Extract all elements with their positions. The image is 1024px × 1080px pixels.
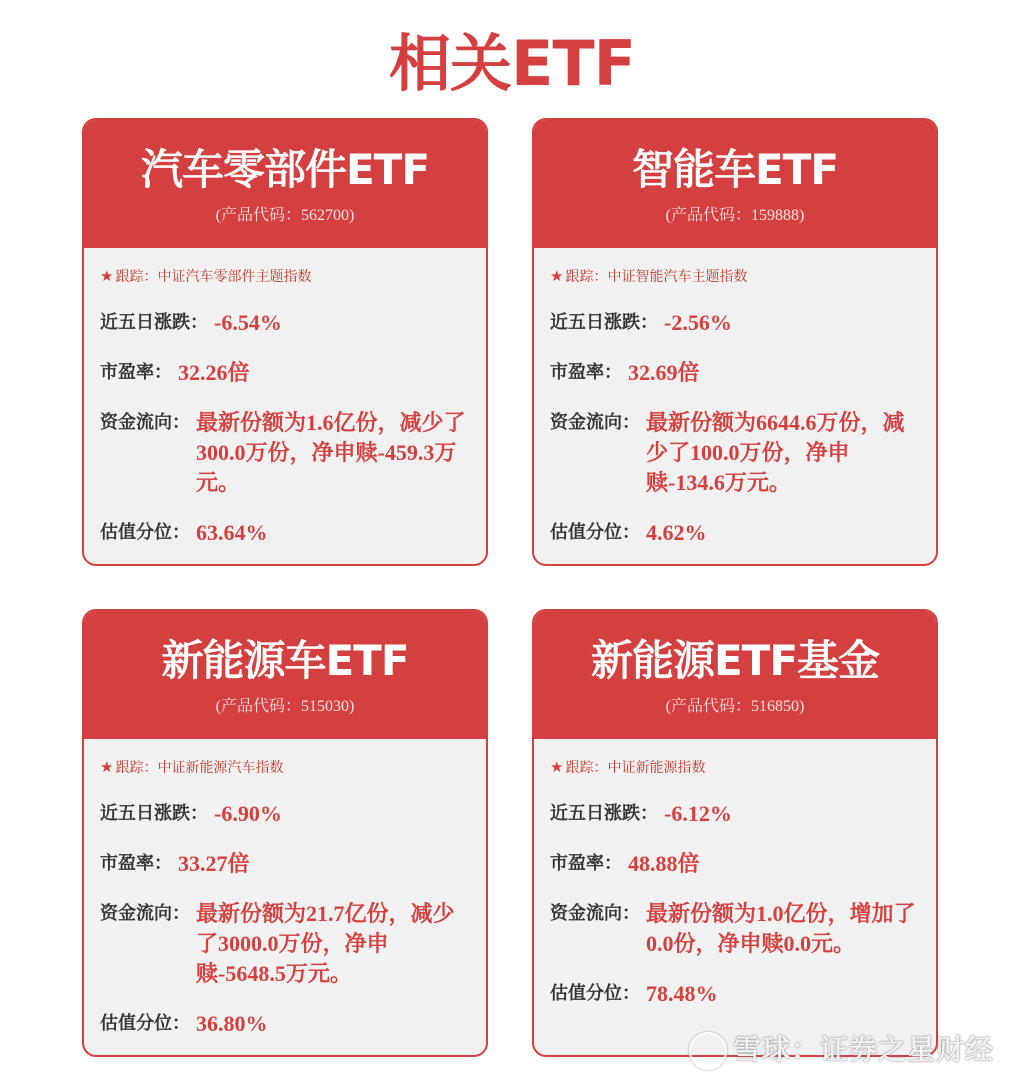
flow-label: 资金流向： (550, 903, 640, 924)
product-code: (产品代码：562700) (215, 207, 355, 224)
etf-card-new-energy-vehicle[interactable] (82, 609, 488, 1057)
snowball-logo-icon (689, 1032, 727, 1070)
valuation-value: 63.64% (196, 520, 268, 545)
card-body (84, 739, 486, 1039)
five-day-row (550, 308, 920, 338)
product-code: (产品代码：159888) (665, 207, 805, 224)
flow-row (100, 408, 470, 498)
valuation-value: 4.62% (646, 520, 707, 545)
product-code: (产品代码：515030) (215, 698, 355, 715)
valuation-row (550, 518, 920, 548)
valuation-value: 78.48% (646, 981, 718, 1006)
etf-name: 汽车零部件ETF (140, 145, 430, 194)
track-index: 中证汽车零部件主题指数 (157, 269, 312, 285)
five-day-label: 近五日涨跌： (100, 312, 208, 333)
card-header (534, 611, 936, 739)
pe-value: 33.27倍 (178, 851, 250, 876)
pe-value: 32.26倍 (178, 360, 250, 385)
track-row (100, 266, 470, 290)
five-day-value: -6.90% (214, 801, 282, 826)
track-index: 中证智能汽车主题指数 (607, 269, 748, 285)
five-day-label: 近五日涨跌： (550, 803, 658, 824)
track-label: 跟踪： (115, 269, 158, 285)
five-day-value: -6.12% (664, 801, 732, 826)
pe-row (550, 849, 920, 879)
etf-card-auto-parts[interactable] (82, 118, 488, 566)
five-day-row (100, 308, 470, 338)
pe-label: 市盈率： (550, 362, 622, 383)
flow-value: 最新份额为21.7亿份，减少了3000.0万份，净申赎-5648.5万元。 (196, 901, 455, 986)
card-body (84, 248, 486, 548)
valuation-label: 估值分位： (100, 1013, 190, 1034)
track-row (100, 757, 470, 781)
flow-value: 最新份额为1.6亿份，减少了300.0万份，净申赎-459.3万元。 (196, 410, 466, 495)
valuation-label: 估值分位： (550, 522, 640, 543)
five-day-value: -2.56% (664, 310, 732, 335)
card-header (534, 120, 936, 248)
flow-label: 资金流向： (550, 412, 640, 433)
star-icon: ★ (100, 267, 114, 285)
valuation-row (100, 518, 470, 548)
track-row (550, 757, 920, 781)
track-row (550, 266, 920, 290)
pe-row (100, 849, 470, 879)
five-day-row (100, 799, 470, 829)
valuation-row (550, 979, 920, 1009)
track-index: 中证新能源汽车指数 (157, 760, 284, 776)
pe-value: 48.88倍 (628, 851, 700, 876)
watermark-text: 雪球：证券之星财经 (732, 1033, 994, 1066)
etf-card-smart-car[interactable] (532, 118, 938, 566)
flow-row (100, 899, 470, 989)
pe-label: 市盈率： (550, 853, 622, 874)
card-body (534, 739, 936, 1009)
card-body (534, 248, 936, 548)
etf-name: 新能源车ETF (161, 636, 409, 685)
pe-row (550, 358, 920, 388)
card-header (84, 611, 486, 739)
flow-row (550, 408, 920, 498)
valuation-value: 36.80% (196, 1011, 268, 1036)
pe-row (100, 358, 470, 388)
flow-label: 资金流向： (100, 903, 190, 924)
pe-value: 32.69倍 (628, 360, 700, 385)
product-code: (产品代码：516850) (665, 698, 805, 715)
flow-row (550, 899, 920, 959)
track-index: 中证新能源指数 (607, 760, 706, 776)
track-label: 跟踪： (565, 760, 608, 776)
five-day-row (550, 799, 920, 829)
track-label: 跟踪： (115, 760, 158, 776)
star-icon: ★ (100, 758, 114, 776)
five-day-value: -6.54% (214, 310, 282, 335)
etf-card-new-energy[interactable] (532, 609, 938, 1057)
star-icon: ★ (550, 758, 564, 776)
flow-value: 最新份额为1.0亿份，增加了0.0份，净申赎0.0元。 (646, 901, 916, 956)
five-day-label: 近五日涨跌： (100, 803, 208, 824)
page-title: 相关ETF (389, 27, 635, 100)
five-day-label: 近五日涨跌： (550, 312, 658, 333)
watermark (689, 1028, 994, 1070)
valuation-label: 估值分位： (550, 983, 640, 1004)
pe-label: 市盈率： (100, 362, 172, 383)
flow-value: 最新份额为6644.6万份，减少了100.0万份，净申赎-134.6万元。 (646, 410, 905, 495)
flow-label: 资金流向： (100, 412, 190, 433)
star-icon: ★ (550, 267, 564, 285)
etf-name: 新能源ETF基金 (590, 636, 880, 685)
card-header (84, 120, 486, 248)
etf-name: 智能车ETF (631, 145, 839, 194)
valuation-label: 估值分位： (100, 522, 190, 543)
track-label: 跟踪： (565, 269, 608, 285)
pe-label: 市盈率： (100, 853, 172, 874)
valuation-row (100, 1009, 470, 1039)
